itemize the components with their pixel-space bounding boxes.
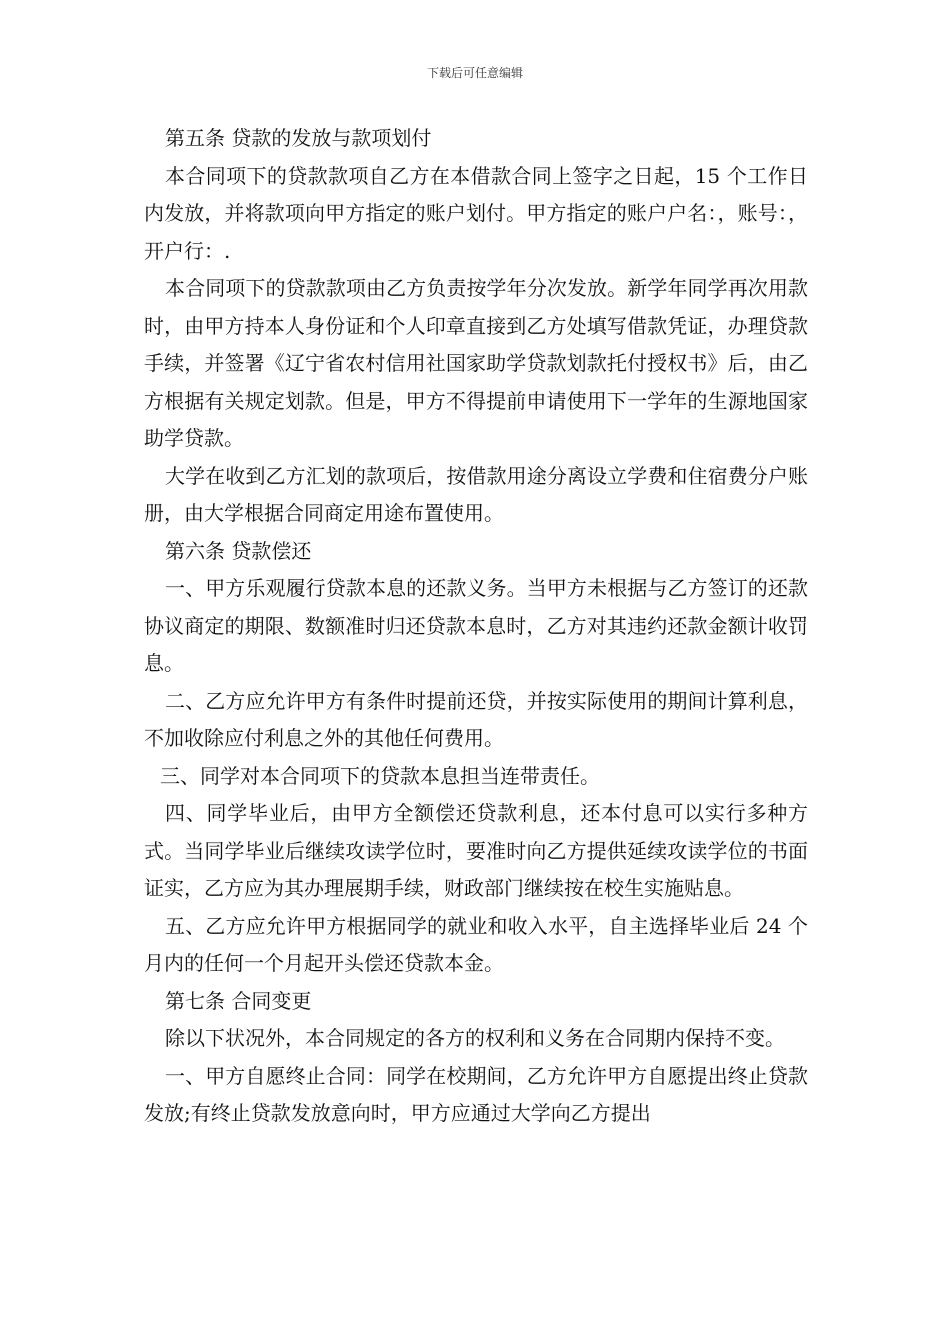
article-5-paragraph-3: 大学在收到乙方汇划的款项后，按借款用途分离设立学费和住宿费分户账册，由大学根据合同商定用途布置使用。 (144, 463, 808, 525)
article-6-paragraph-1: 一、甲方乐观履行贷款本息的还款义务。当甲方未根据与乙方签订的还款协议商定的期限、数额准时归还贷款本息时，乙方对其违约还款金额计收罚息。 (144, 576, 808, 675)
header-note: 下载后可任意编辑 (426, 66, 523, 80)
article-6-paragraph-3: 三、同学对本合同项下的贷款本息担当连带责任。 (160, 763, 600, 788)
article-7-title: 第七条 合同变更 (165, 988, 312, 1013)
article-6-paragraph-2: 二、乙方应允许甲方有条件时提前还贷，并按实际使用的期间计算利息，不加收除应付利息之外的其他任何费用。 (144, 688, 808, 750)
document-body (144, 120, 808, 1133)
article-5-paragraph-2: 本合同项下的贷款款项由乙方负责按学年分次发放。新学年同学再次用款时，由甲方持本人身份证和个人印章直接到乙方处填写借款凭证，办理贷款手续，并签署《辽宁省农村信用社国家助学贷款划款托付授权书》后，由乙方根据有关规定划款。但是，甲方不得提前申请使用下一学年的生源地国家助学贷款。 (144, 276, 808, 450)
article-5-paragraph-1: 本合同项下的贷款款项自乙方在本借款合同上签字之日起，15 个工作日内发放，并将款项向甲方指定的账户划付。甲方指定的账户户名：，账号：，开户行：. (144, 163, 808, 263)
article-6-title: 第六条 贷款偿还 (165, 538, 312, 563)
article-6-paragraph-4: 四、同学毕业后，由甲方全额偿还贷款利息，还本付息可以实行多种方式。当同学毕业后继续攻读学位时，要准时向乙方提供延续攻读学位的书面证实，乙方应为其办理展期手续，财政部门继续按在校生实施贴息。 (144, 801, 808, 900)
article-7-paragraph-1: 除以下状况外，本合同规定的各方的权利和义务在合同期内保持不变。 (165, 1026, 785, 1050)
article-5-title: 第五条 贷款的发放与款项划付 (165, 126, 432, 150)
article-6-paragraph-5: 五、乙方应允许甲方根据同学的就业和收入水平，自主选择毕业后 24 个月内的任何一个月起开头偿还贷款本金。 (144, 913, 808, 975)
article-7-paragraph-2: 一、甲方自愿终止合同：同学在校期间，乙方允许甲方自愿提出终止贷款发放;有终止贷款发放意向时，甲方应通过大学向乙方提出 (144, 1063, 808, 1125)
